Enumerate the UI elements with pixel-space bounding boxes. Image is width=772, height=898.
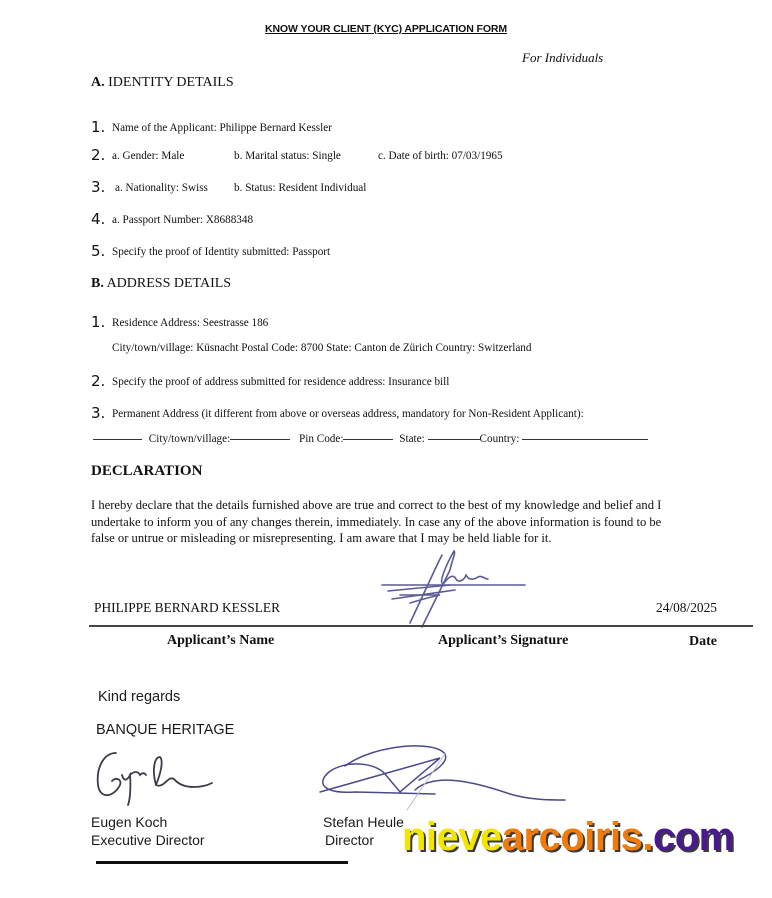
section-identity-heading	[91, 75, 234, 91]
address-proof-field: Specify the proof of address submitted for residence address: Insurance bill	[112, 376, 450, 388]
item-number: 4.	[91, 210, 106, 228]
watermark-part-1: nieve	[402, 815, 502, 859]
marital-status-field: b. Marital status: Single	[234, 150, 341, 162]
perm-pin-label: Pin Code:	[299, 433, 344, 445]
signatory-1-name: Eugen Koch	[91, 814, 168, 830]
item-number: 3.	[91, 404, 106, 422]
permanent-address-blank[interactable]	[93, 438, 142, 440]
perm-country-blank[interactable]	[522, 438, 648, 440]
address-item-proof	[91, 372, 449, 390]
signature-divider	[89, 625, 753, 627]
watermark-part-2: arcoiris.	[501, 815, 653, 859]
perm-state-label: State:	[399, 433, 425, 445]
section-letter: A.	[91, 75, 105, 90]
signatory-2-title: Director	[325, 832, 375, 848]
applicant-signature-label: Applicant’s Signature	[438, 633, 569, 648]
identity-item-proof	[91, 242, 330, 260]
bottom-divider	[96, 861, 348, 864]
perm-city-blank[interactable]	[230, 438, 290, 440]
signatory-2-name: Stefan Heule	[323, 814, 404, 830]
identity-item-personal	[91, 146, 503, 164]
permanent-address-label: Permanent Address (it different from above or overseas address, mandatory for Non-Resident Applicant):	[112, 408, 584, 420]
declaration-text: I hereby declare that the details furnished above are true and correct to the best of my knowledge and belief and I undertake to inform you of any changes therein, immediately. In case any of the above information is found to be false or untrue or misleading or misrepresenting. I am aware that I may be held liable for it.	[91, 498, 662, 546]
item-number: 1.	[91, 313, 106, 331]
identity-item-nationality	[91, 178, 366, 196]
address-item-permanent	[91, 404, 584, 422]
section-title: IDENTITY DETAILS	[104, 75, 234, 90]
signature-date-value: 24/08/2025	[656, 600, 718, 615]
item-number: 2.	[91, 146, 106, 164]
address-item-residence	[91, 313, 268, 331]
form-subtitle: For Individuals	[522, 50, 604, 65]
identity-proof-field: Specify the proof of Identity submitted: Passport	[112, 246, 331, 258]
residency-status-field: b. Status: Resident Individual	[234, 182, 367, 194]
section-title: ADDRESS DETAILS	[103, 276, 232, 291]
form-title: KNOW YOUR CLIENT (KYC) APPLICATION FORM	[264, 23, 508, 35]
item-number: 1.	[91, 118, 106, 136]
signatory-1-title: Executive Director	[91, 832, 205, 848]
perm-state-blank[interactable]	[428, 438, 480, 440]
residence-city-line: City/town/village: Küsnacht Postal Code: 8700 State: Canton de Zürich Country: Switzerland	[112, 342, 532, 354]
item-number: 3.	[91, 178, 106, 196]
dob-field: c. Date of birth: 07/03/1965	[378, 150, 503, 162]
section-letter: B.	[91, 276, 104, 291]
watermark-part-3: com	[652, 815, 734, 859]
passport-number-field: a. Passport Number: X8688348	[112, 214, 254, 226]
perm-city-label: City/town/village:	[148, 433, 231, 445]
applicant-name-value: PHILIPPE BERNARD KESSLER	[94, 600, 281, 615]
residence-address-field: Residence Address: Seestrasse 186	[112, 317, 269, 329]
applicant-name-field: Name of the Applicant: Philippe Bernard Kessler	[112, 122, 332, 134]
perm-country-label: Country:	[479, 433, 520, 445]
applicant-signature-icon	[380, 545, 530, 630]
gender-field: a. Gender: Male	[112, 150, 185, 162]
signatory-1-signature-icon	[94, 745, 224, 810]
identity-item-name	[91, 118, 332, 136]
declaration-heading: DECLARATION	[91, 463, 203, 479]
closing-greeting: Kind regards	[98, 689, 181, 705]
nationality-field: a. Nationality: Swiss	[115, 182, 208, 194]
perm-pin-blank[interactable]	[343, 438, 393, 440]
identity-item-passport	[91, 210, 253, 228]
item-number: 2.	[91, 372, 106, 390]
signatory-2-signature-icon	[315, 742, 570, 812]
date-label: Date	[689, 634, 717, 649]
item-number: 5.	[91, 242, 106, 260]
permanent-address-fields	[93, 433, 648, 445]
applicant-name-label: Applicant’s Name	[167, 633, 275, 648]
bank-name: BANQUE HERITAGE	[96, 722, 235, 738]
section-address-heading	[91, 276, 231, 292]
watermark-logo	[402, 815, 734, 860]
